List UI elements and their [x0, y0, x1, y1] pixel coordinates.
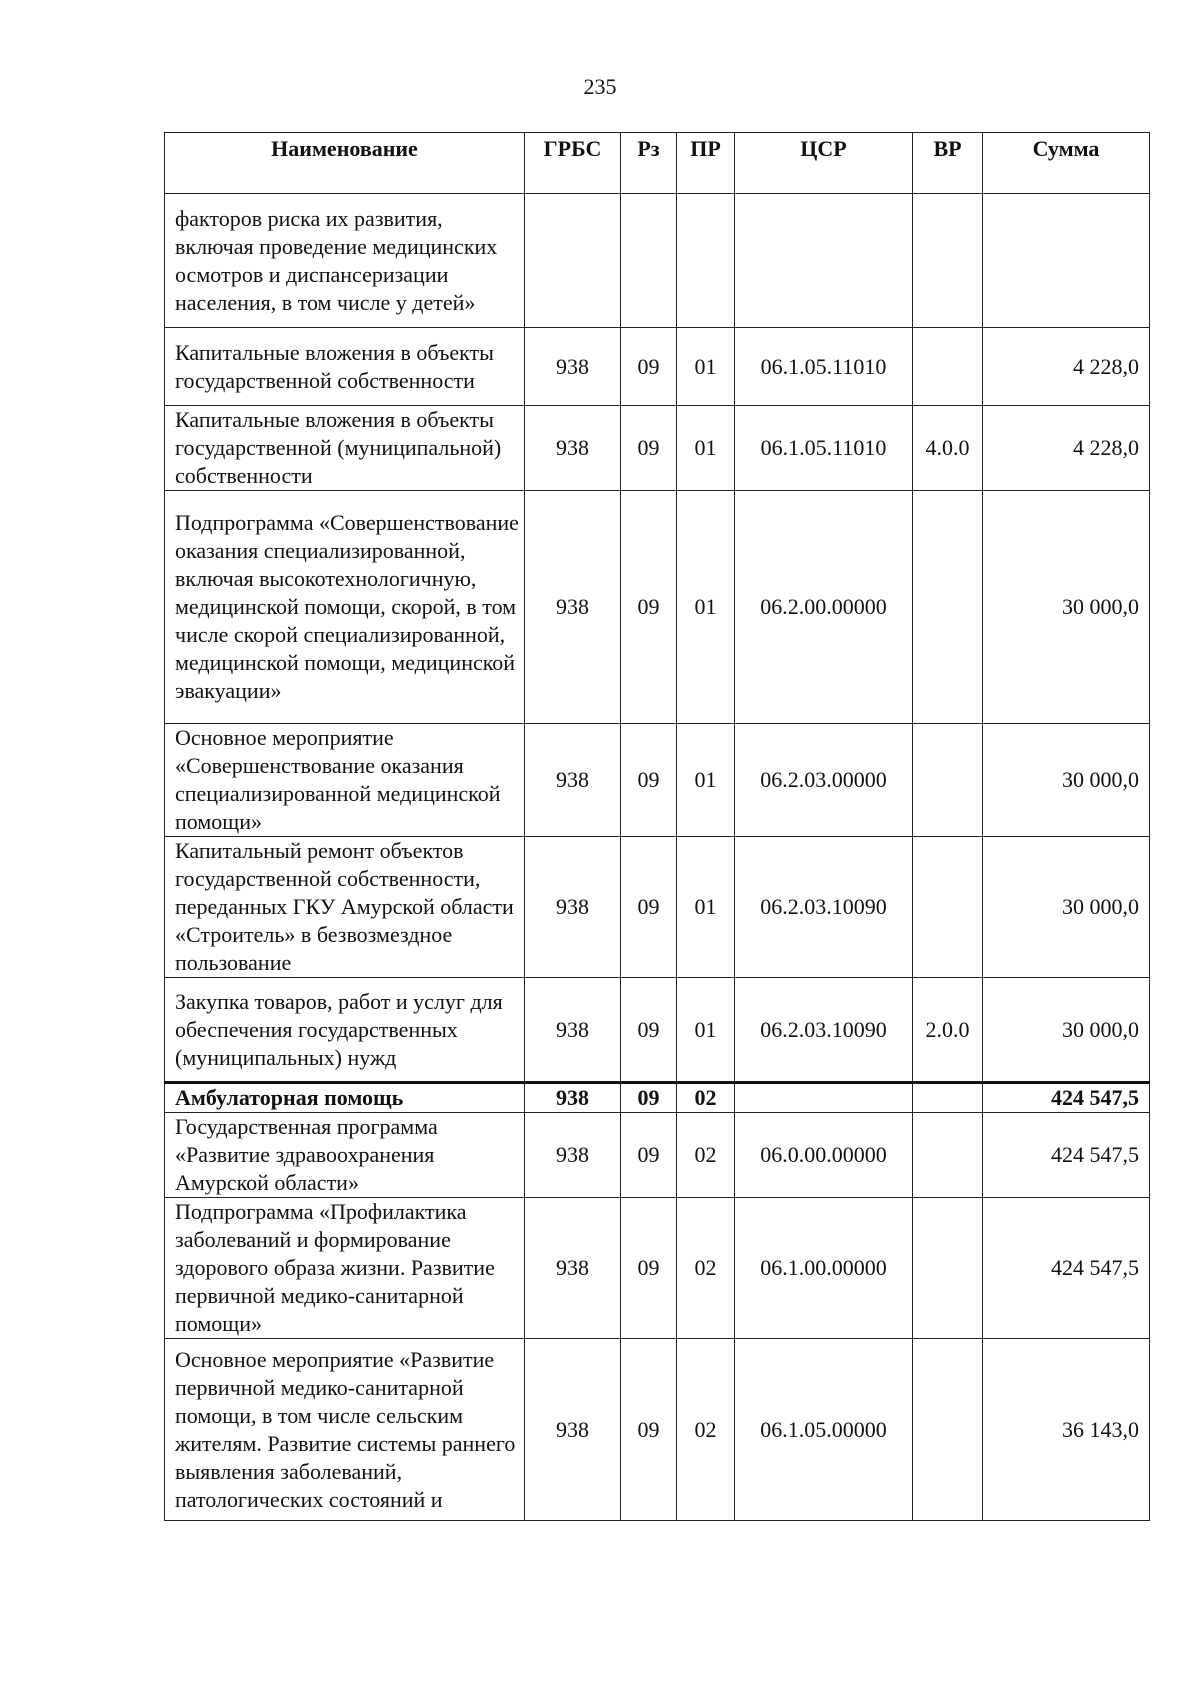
cell-grbs: 938 [525, 328, 621, 406]
cell-name: факторов риска их развития, включая проведение медицинских осмотров и диспансеризации населения, в том числе у детей» [165, 194, 525, 328]
cell-pr: 01 [677, 491, 735, 724]
header-sum: Сумма [983, 133, 1150, 194]
cell-pr: 02 [677, 1083, 735, 1113]
cell-vr [913, 1083, 983, 1113]
cell-sum: 30 000,0 [983, 978, 1150, 1083]
cell-sum: 424 547,5 [983, 1113, 1150, 1198]
table-row [165, 724, 1150, 837]
cell-vr [913, 1339, 983, 1521]
cell-vr [913, 837, 983, 978]
cell-grbs: 938 [525, 837, 621, 978]
table-row-section [165, 1083, 1150, 1113]
table-row [165, 1198, 1150, 1339]
cell-rz: 09 [621, 1083, 677, 1113]
header-grbs: ГРБС [525, 133, 621, 194]
cell-csr: 06.1.05.11010 [735, 406, 913, 491]
cell-name: Подпрограмма «Профилактика заболеваний и формирование здорового образа жизни. Развитие первичной медико-санитарной помощи» [165, 1198, 525, 1339]
cell-rz: 09 [621, 1198, 677, 1339]
table-header-row [165, 133, 1150, 194]
table-row [165, 837, 1150, 978]
cell-vr [913, 724, 983, 837]
table-row [165, 194, 1150, 328]
cell-name: Капитальные вложения в объекты государственной (муниципальной) собственности [165, 406, 525, 491]
cell-name: Основное мероприятие «Развитие первичной медико-санитарной помощи, в том числе сельским жителям. Развитие системы раннего выявления заболеваний, патологических состояний и [165, 1339, 525, 1521]
cell-name: Капитальный ремонт объектов государственной собственности, переданных ГКУ Амурской области «Строитель» в безвозмездное пользование [165, 837, 525, 978]
cell-sum: 30 000,0 [983, 724, 1150, 837]
cell-vr [913, 1113, 983, 1198]
cell-csr: 06.1.05.00000 [735, 1339, 913, 1521]
cell-pr: 01 [677, 724, 735, 837]
table-row [165, 406, 1150, 491]
cell-sum [983, 194, 1150, 328]
cell-pr: 02 [677, 1339, 735, 1521]
cell-pr: 01 [677, 837, 735, 978]
cell-pr: 01 [677, 406, 735, 491]
cell-rz: 09 [621, 1113, 677, 1198]
cell-grbs: 938 [525, 1113, 621, 1198]
page-number: 235 [583, 74, 617, 99]
cell-pr [677, 194, 735, 328]
cell-rz: 09 [621, 1339, 677, 1521]
budget-table [164, 132, 1150, 1521]
table-row [165, 491, 1150, 724]
cell-csr: 06.1.05.11010 [735, 328, 913, 406]
header-pr: ПР [677, 133, 735, 194]
cell-name: Амбулаторная помощь [165, 1083, 525, 1113]
cell-sum: 30 000,0 [983, 491, 1150, 724]
cell-vr: 2.0.0 [913, 978, 983, 1083]
cell-name: Капитальные вложения в объекты государственной собственности [165, 328, 525, 406]
cell-csr [735, 1083, 913, 1113]
header-rz: Рз [621, 133, 677, 194]
cell-grbs: 938 [525, 1339, 621, 1521]
cell-rz [621, 194, 677, 328]
header-name: Наименование [165, 133, 525, 194]
cell-grbs: 938 [525, 1198, 621, 1339]
cell-pr: 02 [677, 1198, 735, 1339]
cell-csr [735, 194, 913, 328]
cell-csr: 06.2.03.00000 [735, 724, 913, 837]
cell-vr [913, 1198, 983, 1339]
cell-rz: 09 [621, 328, 677, 406]
cell-pr: 01 [677, 978, 735, 1083]
cell-sum: 424 547,5 [983, 1083, 1150, 1113]
cell-grbs: 938 [525, 491, 621, 724]
cell-sum: 4 228,0 [983, 328, 1150, 406]
cell-sum: 424 547,5 [983, 1198, 1150, 1339]
cell-rz: 09 [621, 837, 677, 978]
table-row [165, 1113, 1150, 1198]
cell-grbs: 938 [525, 978, 621, 1083]
cell-name: Государственная программа «Развитие здравоохранения Амурской области» [165, 1113, 525, 1198]
cell-vr [913, 328, 983, 406]
cell-vr: 4.0.0 [913, 406, 983, 491]
cell-rz: 09 [621, 491, 677, 724]
cell-vr [913, 491, 983, 724]
cell-csr: 06.0.00.00000 [735, 1113, 913, 1198]
cell-grbs [525, 194, 621, 328]
cell-pr: 01 [677, 328, 735, 406]
table-row [165, 978, 1150, 1083]
cell-name: Основное мероприятие «Совершенствование оказания специализированной медицинской помощи» [165, 724, 525, 837]
cell-vr [913, 194, 983, 328]
table-body [165, 194, 1150, 1521]
cell-grbs: 938 [525, 724, 621, 837]
cell-pr: 02 [677, 1113, 735, 1198]
cell-name: Подпрограмма «Совершенствование оказания специализированной, включая высокотехнологичную, медицинской помощи, скорой, в том числе скорой специализированной, медицинской помощи, медицинской эвакуации» [165, 491, 525, 724]
cell-sum: 4 228,0 [983, 406, 1150, 491]
cell-grbs: 938 [525, 406, 621, 491]
cell-rz: 09 [621, 978, 677, 1083]
table-row [165, 1339, 1150, 1521]
header-csr: ЦСР [735, 133, 913, 194]
cell-name: Закупка товаров, работ и услуг для обеспечения государственных (муниципальных) нужд [165, 978, 525, 1083]
cell-csr: 06.1.00.00000 [735, 1198, 913, 1339]
cell-csr: 06.2.00.00000 [735, 491, 913, 724]
cell-rz: 09 [621, 724, 677, 837]
cell-csr: 06.2.03.10090 [735, 837, 913, 978]
cell-sum: 30 000,0 [983, 837, 1150, 978]
cell-csr: 06.2.03.10090 [735, 978, 913, 1083]
cell-sum: 36 143,0 [983, 1339, 1150, 1521]
cell-rz: 09 [621, 406, 677, 491]
header-vr: ВР [913, 133, 983, 194]
cell-grbs: 938 [525, 1083, 621, 1113]
table-row [165, 328, 1150, 406]
